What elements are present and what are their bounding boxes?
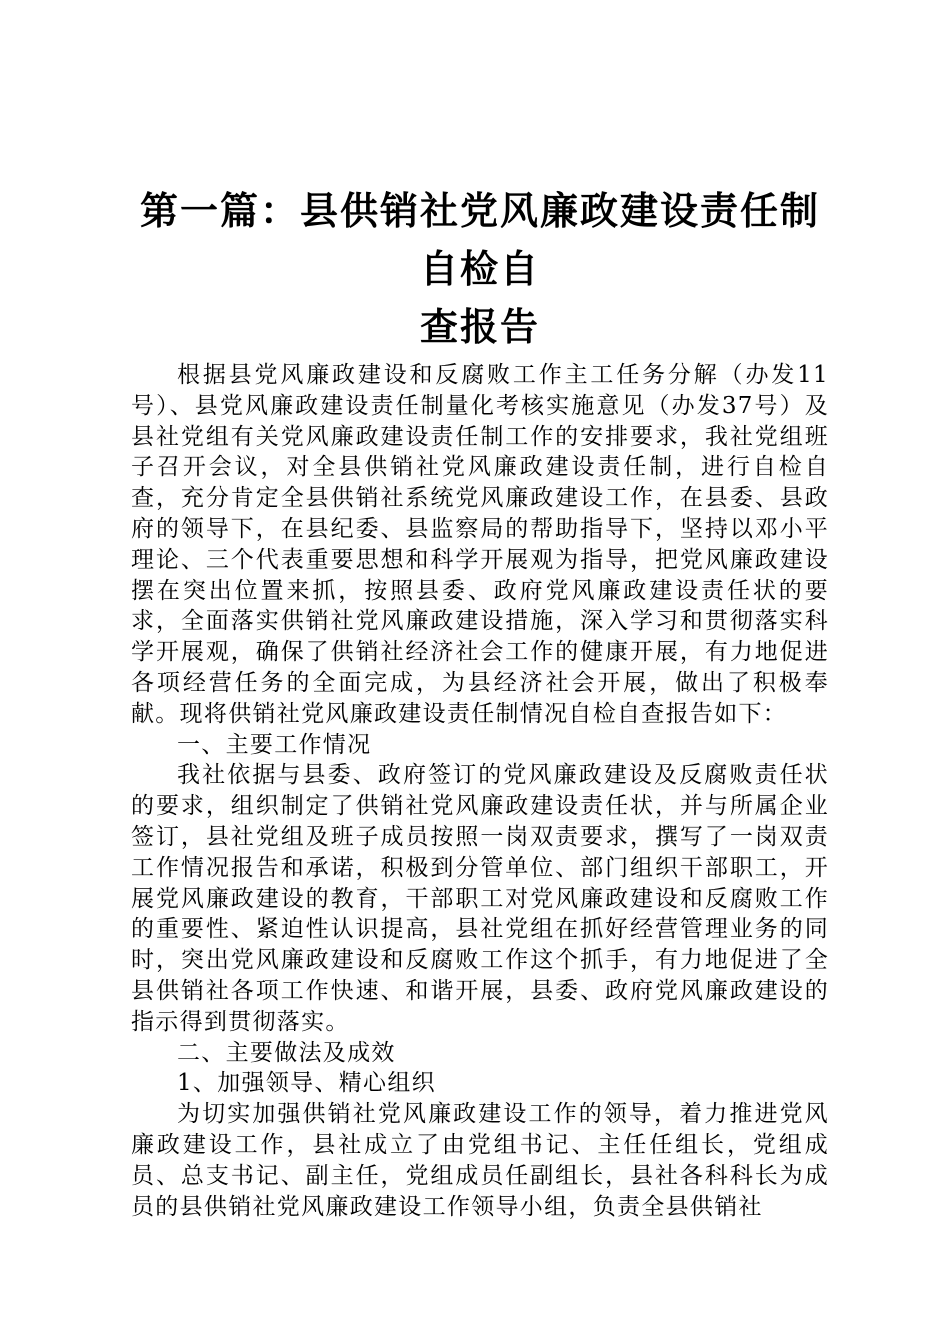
document-content bbox=[131, 182, 829, 1222]
title-line-1: 第一篇：县供销社党风廉政建设责任制自检自 bbox=[139, 189, 820, 291]
document-title bbox=[131, 182, 829, 356]
intro-paragraph: 根据县党风廉政建设和反腐败工作主工任务分解（办发11号）、县党风廉政建设责任制量化考核实施意见（办发37号）及县社党组有关党风廉政建设责任制工作的安排要求，我社党组班子召开会议，对全县供销社党风廉政建设责任制，进行自检自查，充分肯定全县供销社系统党风廉政建设工作，在县委、县政府的领导下，在县纪委、县监察局的帮助指导下，坚持以邓小平理论、三个代表重要思想和科学开展观为指导，把党风廉政建设摆在突出位置来抓，按照县委、政府党风廉政建设责任状的要求，全面落实供销社党风廉政建设措施，深入学习和贯彻落实科学开展观，确保了供销社经济社会工作的健康开展，有力地促进各项经营任务的全面完成，为县经济社会开展，做出了积极奉献。现将供销社党风廉政建设责任制情况自检自查报告如下： bbox=[131, 362, 829, 727]
title-line-2: 查报告 bbox=[419, 305, 540, 349]
subsection-1-heading: 1、加强领导、精心组织 bbox=[177, 1070, 436, 1097]
section-1-heading: 一、主要工作情况 bbox=[177, 731, 372, 758]
section-1-paragraph: 我社依据与县委、政府签订的党风廉政建设及反腐败责任状的要求，组织制定了供销社党风廉政建设责任状，并与所属企业签订，县社党组及班子成员按照一岗双责要求，撰写了一岗双责工作情况报告和承诺，积极到分管单位、部门组织干部职工，开展党风廉政建设的教育，干部职工对党风廉政建设和反腐败工作的重要性、紧迫性认识提高，县社党组在抓好经营管理业务的同时，突出党风廉政建设和反腐败工作这个抓手，有力地促进了全县供销社各项工作快速、和谐开展，县委、政府党风廉政建设的指示得到贯彻落实。 bbox=[131, 762, 829, 1035]
section-2-heading: 二、主要做法及成效 bbox=[177, 1039, 396, 1066]
subsection-1-paragraph: 为切实加强供销社党风廉政建设工作的领导，着力推进党风廉政建设工作，县社成立了由党组书记、主任任组长，党组成员、总支书记、副主任，党组成员任副组长，县社各科科长为成员的县供销社党风廉政建设工作领导小组，负责全县供销社 bbox=[131, 1101, 829, 1220]
document-body bbox=[131, 360, 829, 1222]
